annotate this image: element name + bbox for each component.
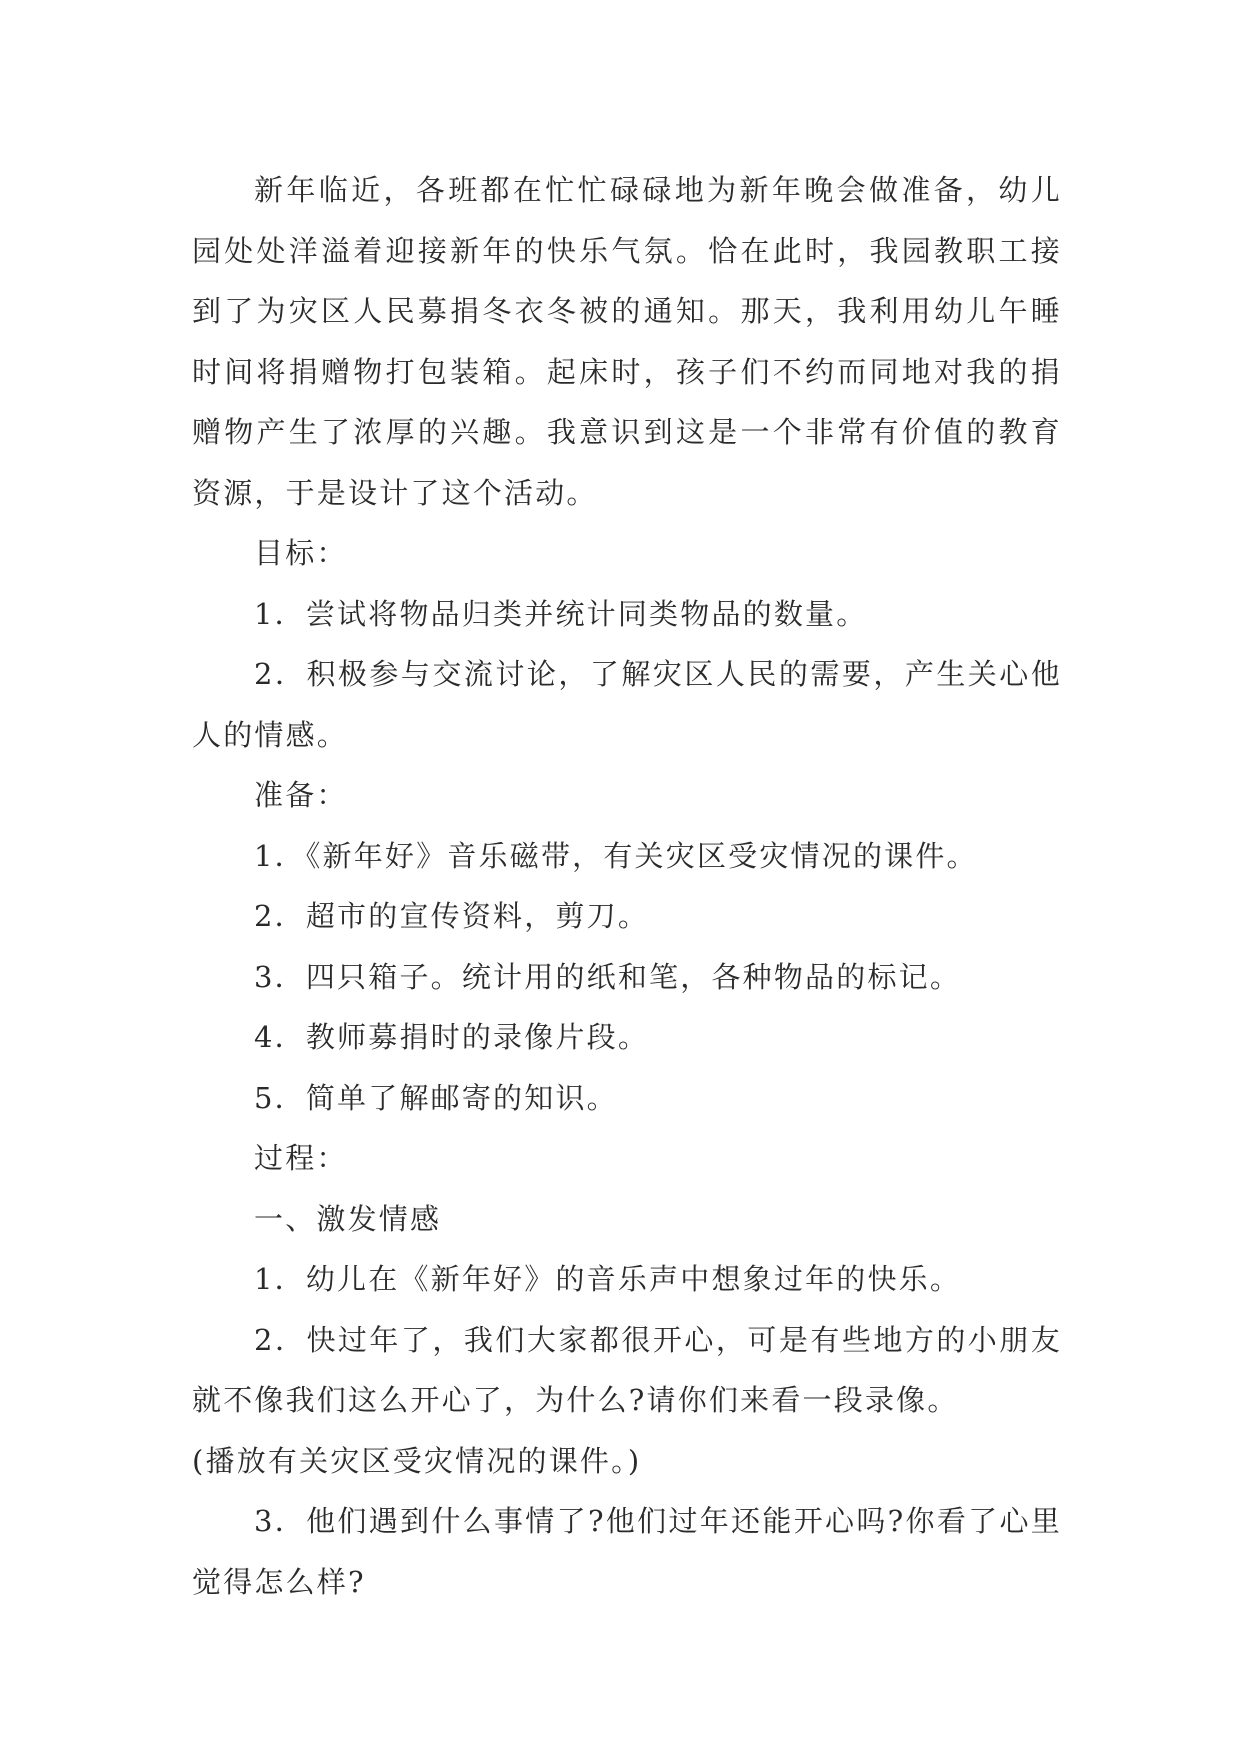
process-subheading-1: 一、激发情感 (254, 1201, 442, 1236)
preparation-item-2: 2．超市的宣传资料，剪刀。 (254, 899, 650, 933)
preparation-item-3: 3．四只箱子。统计用的纸和笔，各种物品的标记。 (254, 959, 962, 994)
goal-item-1: 1．尝试将物品归类并统计同类物品的数量。 (254, 596, 868, 631)
preparation-item-5: 5．简单了解邮寄的知识。 (254, 1080, 618, 1115)
section-heading-goals: 目标： (254, 536, 348, 570)
process-step-1: 1．幼儿在《新年好》的音乐声中想象过年的快乐。 (254, 1262, 962, 1296)
goal-item-2: 2．积极参与交流讨论，了解灾区人民的需要，产生关心他人的情感。 (192, 657, 1062, 752)
preparation-item-4: 4．教师募捐时的录像片段。 (254, 1020, 650, 1054)
section-heading-preparation: 准备： (254, 778, 348, 812)
intro-paragraph: 新年临近，各班都在忙忙碌碌地为新年晚会做准备，幼儿园处处洋溢着迎接新年的快乐气氛。恰在此时，我园教职工接到了为灾区人民募捐冬衣冬被的通知。那天，我利用幼儿午睡时间将捐赠物打包装箱。起床时，孩子们不约而同地对我的捐赠物产生了浓厚的兴趣。我意识到这是一个非常有价值的教育资源，于是设计了这个活动。 (192, 173, 1062, 510)
process-step-2: 2．快过年了，我们大家都很开心，可是有些地方的小朋友就不像我们这么开心了，为什么?请你们来看一段录像。 (192, 1322, 1062, 1417)
preparation-item-1: 1．《新年好》音乐磁带，有关灾区受灾情况的课件。 (254, 838, 978, 873)
section-heading-process: 过程： (254, 1141, 348, 1175)
document-body (192, 160, 1062, 1612)
process-step-2-note: (播放有关灾区受灾情况的课件。) (192, 1443, 642, 1478)
process-step-3: 3．他们遇到什么事情了?他们过年还能开心吗?你看了心里觉得怎么样? (192, 1504, 1062, 1599)
